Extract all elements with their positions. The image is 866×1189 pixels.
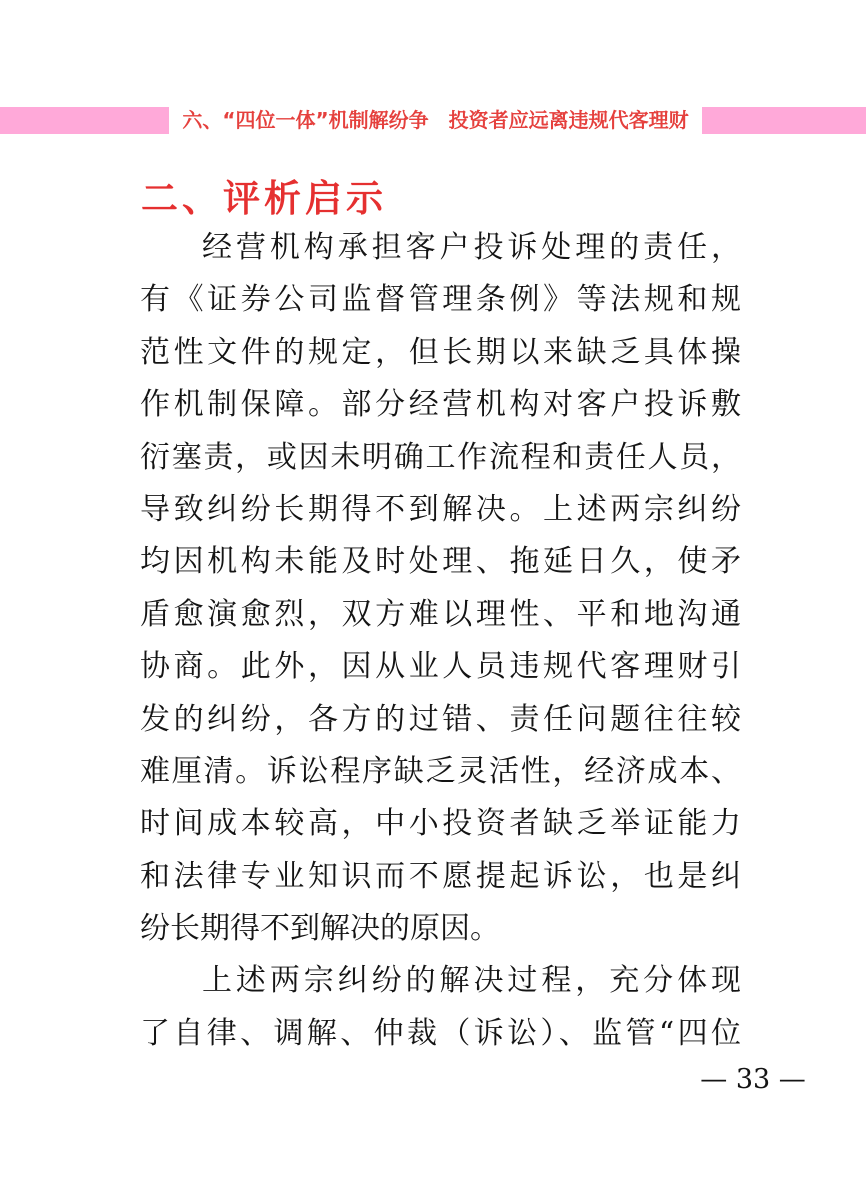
body-text — [140, 222, 741, 1060]
header-bar-right — [702, 107, 866, 134]
body-line: 纷长期得不到解决的原因。 — [140, 911, 500, 947]
body-line: 上述两宗纠纷的解决过程，充分体现 — [202, 963, 741, 999]
running-header — [0, 107, 866, 134]
body-line: 盾愈演愈烈，双方难以理性、平和地沟通 — [140, 596, 741, 632]
paragraph — [140, 222, 741, 955]
body-line: 时间成本较高，中小投资者缺乏举证能力 — [140, 806, 741, 842]
page-number: — 33 — — [700, 1064, 806, 1095]
running-header-title: 六、“四位一体”机制解纷争 投资者应远离违规代客理财 — [182, 108, 689, 132]
body-line: 范性文件的规定，但长期以来缺乏具体操 — [140, 334, 741, 370]
body-line: 作机制保障。部分经营机构对客户投诉敷 — [140, 387, 741, 423]
body-line: 均因机构未能及时处理、拖延日久，使矛 — [140, 544, 741, 580]
header-bar-left — [0, 107, 169, 134]
body-line: 难厘清。诉讼程序缺乏灵活性，经济成本、 — [140, 753, 741, 789]
body-line: 和法律专业知识而不愿提起诉讼，也是纠 — [140, 858, 741, 894]
body-line: 协商。此外，因从业人员违规代客理财引 — [140, 649, 741, 685]
body-line: 经营机构承担客户投诉处理的责任， — [202, 230, 741, 265]
body-line: 有《证券公司监督管理条例》等法规和规 — [140, 282, 741, 318]
body-line: 了自律、调解、仲裁（诉讼）、监管“四位 — [140, 1015, 741, 1051]
body-line: 发的纠纷，各方的过错、责任问题往往较 — [140, 701, 741, 737]
body-line: 衍塞责，或因未明确工作流程和责任人员， — [140, 439, 741, 475]
section-heading: 二、评析启示 — [141, 177, 387, 220]
body-line: 导致纠纷长期得不到解决。上述两宗纠纷 — [140, 491, 741, 527]
paragraph — [140, 955, 741, 1060]
